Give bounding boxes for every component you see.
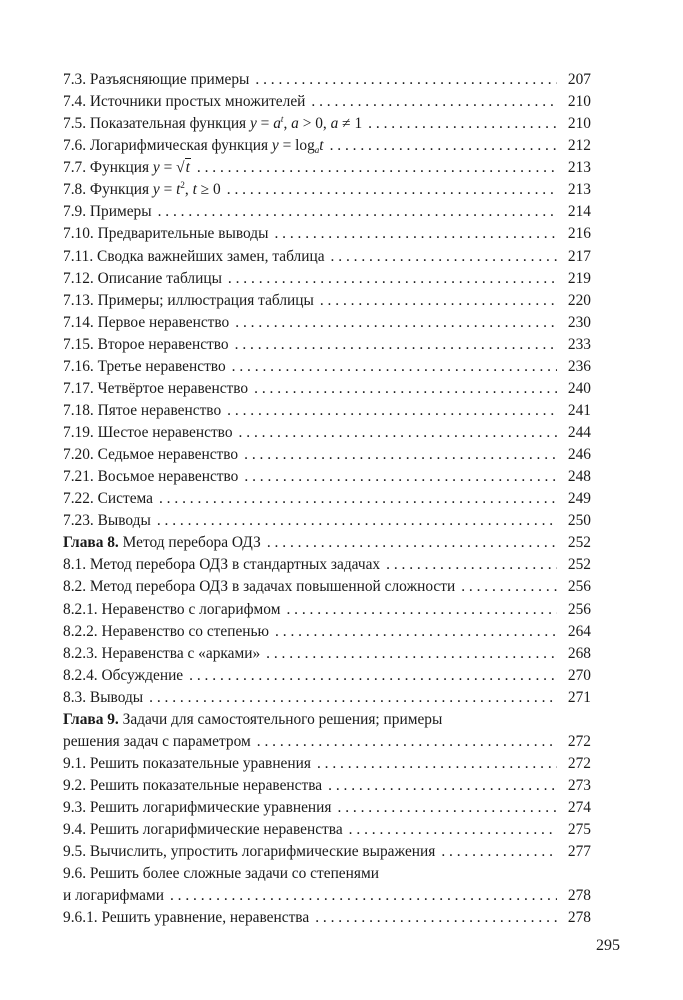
toc-leader xyxy=(325,246,557,268)
toc-entry xyxy=(63,179,591,201)
toc-page: 213 xyxy=(567,159,591,177)
toc-page: 250 xyxy=(567,512,591,530)
toc-title: 7.4. Источники простых множителей xyxy=(63,93,306,111)
toc-title: 7.8. Функция $y = t^2$, t ≥ 0 xyxy=(63,180,221,199)
table-of-contents xyxy=(63,69,591,929)
toc-title: 7.9. Примеры xyxy=(63,203,152,221)
toc-entry xyxy=(63,268,591,290)
toc-entry xyxy=(63,223,591,245)
toc-entry xyxy=(63,91,591,113)
toc-page: 249 xyxy=(567,490,591,508)
toc-page: 213 xyxy=(567,181,591,199)
toc-title: Глава 8. Метод перебора ОДЗ xyxy=(63,534,261,552)
toc-page: 248 xyxy=(567,468,591,486)
toc-leader xyxy=(314,290,557,312)
toc-leader xyxy=(238,466,557,488)
sqrt-sign: √ xyxy=(176,159,185,177)
toc-leader xyxy=(164,885,557,907)
toc-page: 207 xyxy=(567,71,591,88)
toc-title: 7.17. Четвёртое неравенство xyxy=(63,379,249,397)
toc-entry xyxy=(63,797,591,819)
toc-title: 7.13. Примеры; иллюстрация таблицы xyxy=(63,291,314,309)
toc-leader xyxy=(233,422,557,444)
toc-page: 275 xyxy=(567,821,591,839)
toc-title: 8.2.4. Обсуждение xyxy=(63,666,184,684)
toc-leader xyxy=(380,554,557,576)
toc-leader xyxy=(221,179,557,201)
toc-title: 9.6. Решить более сложные задачи со степенями xyxy=(63,865,379,883)
toc-entry xyxy=(63,312,591,334)
toc-page: 212 xyxy=(567,137,591,155)
toc-title: 7.14. Первое неравенство xyxy=(63,313,230,331)
toc-leader xyxy=(261,532,557,554)
toc-page: 240 xyxy=(567,379,591,397)
toc-leader xyxy=(305,91,557,113)
toc-leader xyxy=(229,312,557,334)
toc-page: 268 xyxy=(567,644,591,662)
toc-leader xyxy=(343,819,557,841)
toc-entry xyxy=(63,400,591,422)
toc-entry xyxy=(63,444,591,466)
toc-entry xyxy=(63,466,591,488)
toc-title: 8.2.2. Неравенство со степенью xyxy=(63,622,270,640)
toc-page: 230 xyxy=(567,313,591,331)
chapter-label: Глава 9. xyxy=(63,710,119,728)
toc-leader xyxy=(153,488,557,510)
toc-page: 278 xyxy=(567,909,591,927)
toc-title: 7.19. Шестое неравенство xyxy=(63,424,233,441)
toc-entry xyxy=(63,621,591,643)
toc-page: 217 xyxy=(567,247,591,265)
toc-page: 210 xyxy=(567,93,591,111)
toc-title: 7.6. Логарифмическая функция $y = \log_at$ xyxy=(63,137,324,156)
toc-title: 8.2.3. Неравенства с «арками» xyxy=(63,644,261,662)
toc-page: 278 xyxy=(567,887,591,905)
toc-page: 246 xyxy=(567,446,591,464)
toc-title: 7.20. Седьмое неравенство xyxy=(63,446,239,464)
toc-title: Задачи для самостоятельного решения; примеры xyxy=(118,710,443,728)
toc-page: 241 xyxy=(567,401,591,419)
toc-page: 244 xyxy=(567,424,591,441)
toc-leader xyxy=(280,599,557,621)
toc-page: 214 xyxy=(567,203,591,221)
toc-entry xyxy=(63,135,591,157)
toc-entry xyxy=(63,246,591,268)
formula: y = √t xyxy=(152,159,190,177)
toc-leader xyxy=(152,201,557,223)
toc-title: 9.3. Решить логарифмические уравнения xyxy=(63,799,332,817)
toc-leader xyxy=(248,378,557,400)
toc-entry-continuation xyxy=(63,731,591,753)
toc-page: 264 xyxy=(567,622,591,640)
toc-entry xyxy=(63,841,591,863)
toc-leader xyxy=(251,731,557,753)
toc-page: 277 xyxy=(567,843,591,861)
toc-page: 216 xyxy=(567,225,591,243)
toc-leader xyxy=(260,643,557,665)
toc-leader xyxy=(269,621,557,643)
toc-title: 7.7. Функция y = √t xyxy=(63,159,190,177)
toc-leader xyxy=(238,444,557,466)
toc-leader xyxy=(226,356,557,378)
toc-page: 252 xyxy=(567,556,591,574)
toc-title: 9.6.1. Решить уравнение, неравенства xyxy=(63,909,310,927)
toc-page: 236 xyxy=(567,357,591,375)
toc-entry xyxy=(63,113,591,135)
toc-title: 7.21. Восьмое неравенство xyxy=(63,468,239,486)
toc-page: 219 xyxy=(567,269,591,287)
toc-leader xyxy=(268,223,557,245)
toc-title: 7.3. Разъясняющие примеры xyxy=(63,71,250,88)
toc-page: 252 xyxy=(567,534,591,552)
toc-entry xyxy=(63,157,591,179)
toc-leader xyxy=(249,69,557,91)
toc-chapter-entry xyxy=(63,532,591,554)
toc-entry xyxy=(63,334,591,356)
toc-leader xyxy=(311,753,557,775)
page-number: 295 xyxy=(596,937,620,954)
toc-leader xyxy=(143,687,557,709)
toc-page: 273 xyxy=(567,777,591,794)
toc-entry-continuation xyxy=(63,885,591,907)
formula: $y = t^2$, t ≥ 0 xyxy=(152,180,221,199)
toc-title: 7.12. Описание таблицы xyxy=(63,269,222,287)
toc-title: и логарифмами xyxy=(63,887,164,905)
toc-page: 272 xyxy=(567,754,591,772)
toc-page: 210 xyxy=(567,115,591,133)
toc-title: 9.4. Решить логарифмические неравенства xyxy=(63,821,343,839)
toc-title: 8.2.1. Неравенство с логарифмом xyxy=(63,600,281,618)
toc-title: 8.3. Выводы xyxy=(63,688,144,706)
toc-title: 7.11. Сводка важнейших замен, таблица xyxy=(63,247,325,265)
toc-chapter-entry xyxy=(63,709,591,731)
toc-page: 272 xyxy=(567,732,591,750)
toc-entry xyxy=(63,378,591,400)
toc-entry xyxy=(63,819,591,841)
toc-entry xyxy=(63,201,591,223)
toc-page: 256 xyxy=(567,600,591,618)
toc-title: 9.2. Решить показательные неравенства xyxy=(63,777,323,794)
toc-entry xyxy=(63,422,591,444)
toc-title: 7.22. Система xyxy=(63,490,153,508)
toc-leader xyxy=(332,797,558,819)
toc-page: 233 xyxy=(567,335,591,353)
toc-page: 256 xyxy=(567,578,591,596)
toc-leader xyxy=(151,510,557,532)
toc-page: 271 xyxy=(567,688,591,706)
toc-leader xyxy=(229,334,557,356)
toc-entry xyxy=(63,576,591,598)
chapter-label: Глава 8. xyxy=(63,534,119,552)
toc-entry xyxy=(63,665,591,687)
toc-entry xyxy=(63,510,591,532)
toc-page: 274 xyxy=(567,799,591,817)
formula: $y = \log_at$ xyxy=(271,137,324,156)
toc-page: 270 xyxy=(567,666,591,684)
toc-title: 7.10. Предварительные выводы xyxy=(63,225,269,243)
toc-entry xyxy=(63,290,591,312)
toc-leader xyxy=(191,157,557,179)
toc-entry xyxy=(63,687,591,709)
toc-entry xyxy=(63,643,591,665)
toc-title: 7.16. Третье неравенство xyxy=(63,357,226,375)
toc-leader xyxy=(309,907,557,929)
toc-title: 7.15. Второе неравенство xyxy=(63,335,229,353)
toc-entry xyxy=(63,488,591,510)
formula: $y = a^t$, a > 0, a ≠ 1 xyxy=(249,114,363,133)
toc-leader xyxy=(222,268,557,290)
toc-leader xyxy=(221,400,557,422)
toc-leader xyxy=(324,135,557,157)
toc-entry xyxy=(63,599,591,621)
toc-leader xyxy=(362,113,557,135)
toc-title: 7.18. Пятое неравенство xyxy=(63,401,222,419)
toc-title: 9.1. Решить показательные уравнения xyxy=(63,754,311,772)
toc-entry xyxy=(63,907,591,929)
toc-entry xyxy=(63,753,591,775)
toc-leader xyxy=(435,841,557,863)
toc-title: 9.5. Вычислить, упростить логарифмические выражения xyxy=(63,843,436,861)
toc-title: 7.23. Выводы xyxy=(63,512,151,530)
toc-title: 7.5. Показательная функция $y = a^t$, a > 0, a ≠ 1 xyxy=(63,114,363,133)
toc-title: 8.1. Метод перебора ОДЗ в стандартных задачах xyxy=(63,556,381,574)
toc-entry xyxy=(63,775,591,797)
toc-entry xyxy=(63,69,591,91)
toc-title: решения задач с параметром xyxy=(63,732,251,750)
toc-entry xyxy=(63,554,591,576)
toc-entry xyxy=(63,356,591,378)
toc-page: 220 xyxy=(567,291,591,309)
toc-leader xyxy=(455,576,557,598)
toc-title: 8.2. Метод перебора ОДЗ в задачах повышенной сложности xyxy=(63,578,456,596)
toc-leader xyxy=(322,775,557,797)
toc-entry xyxy=(63,863,591,885)
toc-leader xyxy=(183,665,557,687)
